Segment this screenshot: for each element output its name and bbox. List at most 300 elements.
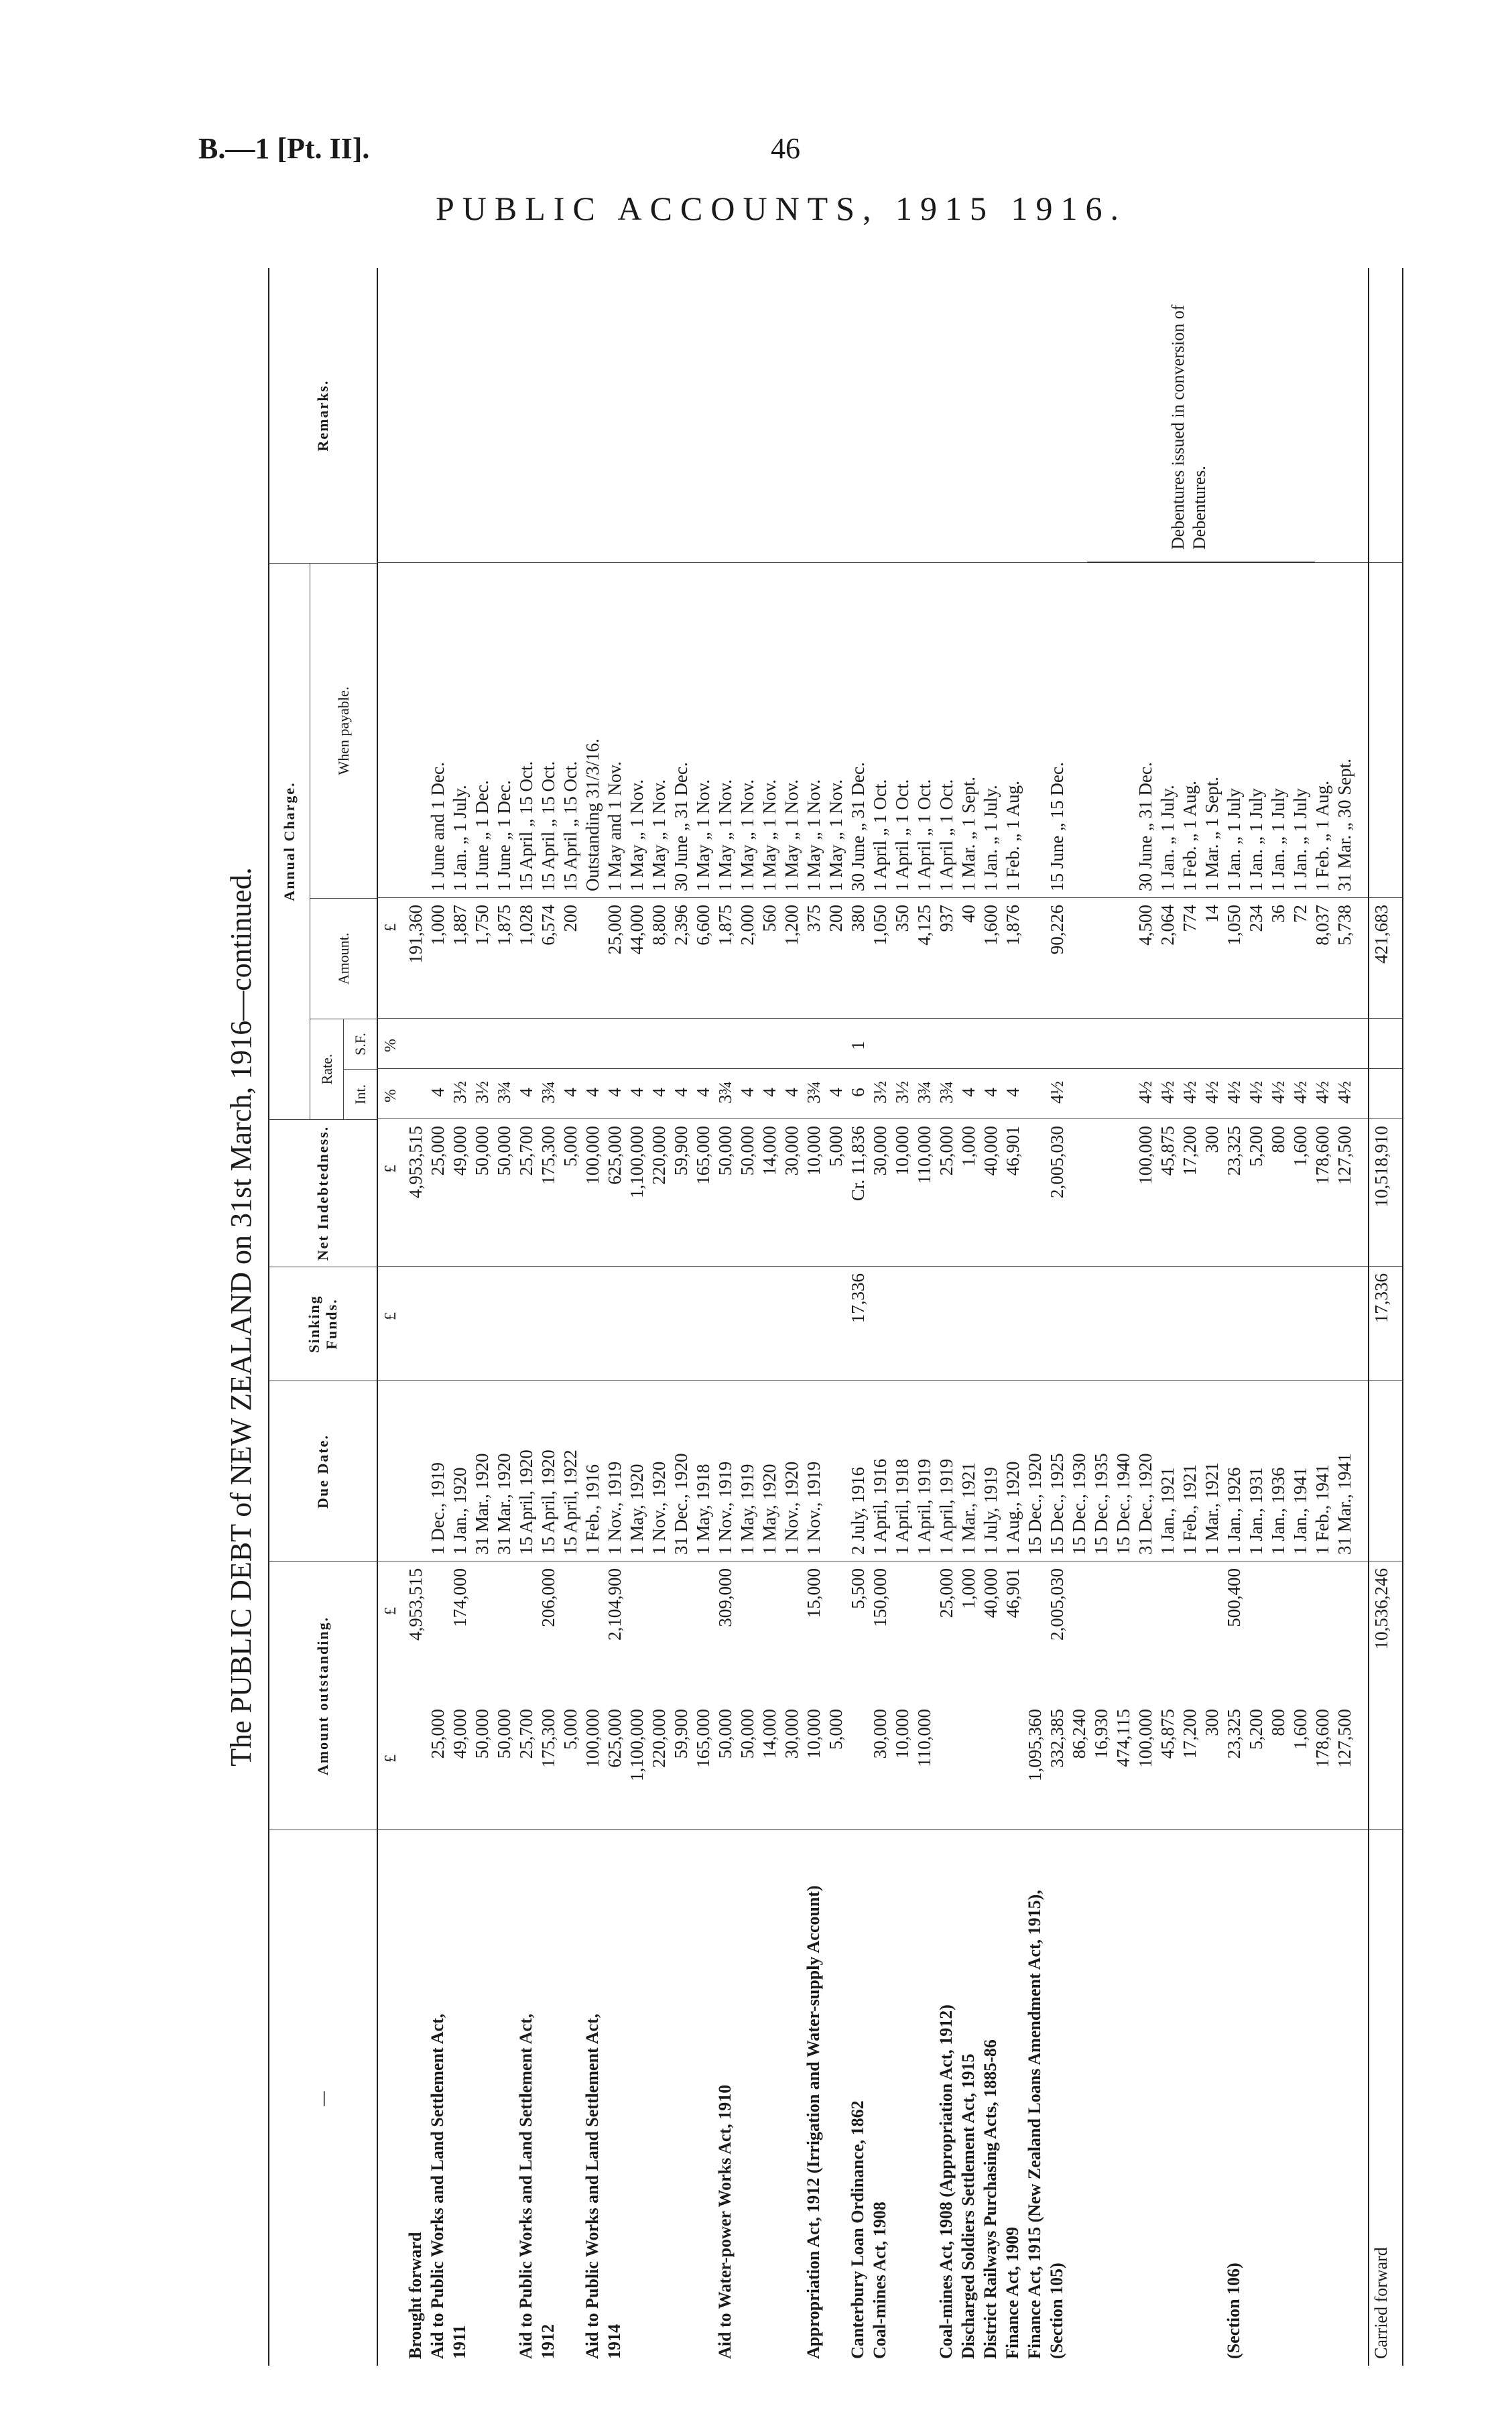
row-when-payable: 15 April „ 15 Oct.	[560, 761, 580, 891]
header-due-date: Due Date.	[269, 1381, 377, 1561]
row-annual-amount: 8,037	[1312, 905, 1332, 946]
row-net-indebtedness: 25,700	[516, 1126, 536, 1176]
unit-percent: %	[382, 1039, 399, 1052]
row-amount-total: 25,000	[936, 1568, 956, 1618]
row-amount-detail: 50,000	[472, 1709, 492, 1759]
table-row	[1089, 268, 1113, 2366]
row-due-date: 1 Feb., 1916	[582, 1464, 603, 1555]
row-due-date: 1 Nov., 1919	[804, 1461, 824, 1555]
header-net-indebtedness: Net Indebtedness.	[269, 1119, 377, 1267]
header-amount: Amount.	[310, 898, 377, 1019]
row-description: District Railways Purchasing Acts, 1885-86	[981, 2039, 1000, 2359]
row-when-payable: 31 Mar. „ 30 Sept.	[1334, 759, 1354, 891]
row-annual-amount: 2,064	[1157, 905, 1178, 946]
row-net-indebtedness: 59,900	[671, 1126, 691, 1176]
row-net-indebtedness: 110,000	[914, 1126, 934, 1184]
row-annual-amount: 375	[804, 905, 824, 932]
row-when-payable: 1 Jan. „ 1 July	[1268, 788, 1288, 891]
row-annual-amount: 8,800	[649, 905, 669, 946]
row-annual-amount: 36	[1268, 905, 1288, 923]
row-due-date: 31 Dec., 1920	[671, 1453, 691, 1555]
row-annual-amount: 937	[936, 905, 956, 932]
row-net-indebtedness: 175,300	[538, 1126, 558, 1185]
row-description: Aid to Water-power Works Act, 1910	[715, 2084, 735, 2359]
row-net-indebtedness: 165,000	[693, 1126, 713, 1185]
row-net-indebtedness: 4,953,515	[405, 1126, 426, 1198]
row-due-date: 31 Mar., 1920	[472, 1453, 492, 1555]
row-net-indebtedness: 30,000	[870, 1126, 890, 1176]
row-amount-detail: 49,000	[450, 1709, 470, 1759]
table-row	[956, 268, 981, 2366]
table-row	[735, 268, 759, 2366]
row-annual-amount: 2,396	[671, 905, 691, 946]
row-due-date: 1 May, 1919	[737, 1464, 757, 1555]
row-description: Discharged Soldiers Settlement Act, 1915	[958, 2053, 978, 2359]
row-due-date: 1 Jan., 1920	[450, 1467, 470, 1555]
row-when-payable: 1 Jan. „ 1 July.	[981, 785, 1001, 891]
row-amount-detail: 127,500	[1334, 1709, 1354, 1768]
row-interest-rate: 4½	[1224, 1081, 1244, 1104]
row-net-indebtedness: 1,000	[958, 1126, 979, 1167]
row-description: Coal-mines Act, 1908	[870, 2201, 889, 2359]
public-debt-table-rotated	[221, 268, 1401, 2366]
header-int: Int.	[343, 1069, 377, 1119]
row-interest-rate: 4½	[1180, 1081, 1200, 1104]
table-row	[1001, 268, 1025, 2366]
table-row	[1310, 268, 1334, 2366]
row-when-payable: 1 May „ 1 Nov.	[737, 779, 757, 891]
row-interest-rate: 4	[649, 1088, 669, 1097]
row-description: 1914	[605, 2324, 624, 2359]
row-amount-detail: 220,000	[649, 1709, 669, 1768]
row-when-payable: Outstanding 31/3/16.	[582, 739, 603, 891]
row-when-payable: 1 Feb. „ 1 Aug.	[1180, 781, 1200, 891]
row-due-date: 31 Dec., 1920	[1135, 1453, 1155, 1555]
row-interest-rate: 4½	[1202, 1081, 1222, 1104]
row-net-indebtedness: 5,000	[560, 1126, 580, 1167]
row-amount-detail: 10,000	[892, 1709, 912, 1759]
row-net-indebtedness: 178,600	[1312, 1126, 1332, 1185]
row-when-payable: 1 Jan. „ 1 July.	[450, 785, 470, 891]
row-amount-total: 4,953,515	[405, 1568, 426, 1641]
row-when-payable: 1 May „ 1 Nov.	[715, 779, 735, 891]
row-amount-total: 150,000	[870, 1568, 890, 1627]
table-row	[1244, 268, 1268, 2366]
row-annual-amount: 4,500	[1135, 905, 1155, 946]
table-row	[647, 268, 671, 2366]
row-net-indebtedness: 5,000	[826, 1126, 846, 1167]
row-annual-amount: 1,028	[516, 905, 536, 946]
row-annual-amount: 5,738	[1334, 905, 1354, 946]
row-due-date: 2 July, 1916	[848, 1466, 868, 1555]
row-amount-detail: 30,000	[870, 1709, 890, 1759]
header-sf: S.F.	[343, 1019, 377, 1069]
row-amount-total: 309,000	[715, 1568, 735, 1627]
row-amount-detail: 5,000	[560, 1709, 580, 1750]
row-interest-rate: 4½	[1157, 1081, 1178, 1104]
row-when-payable: 1 May „ 1 Nov.	[826, 779, 846, 891]
table-title: The PUBLIC DEBT of NEW ZEALAND on 31st March, 1916—continued.	[225, 867, 257, 1767]
row-due-date: 1 May, 1920	[627, 1464, 647, 1555]
row-amount-detail: 30,000	[781, 1709, 802, 1759]
row-interest-rate: 4	[428, 1088, 448, 1097]
row-when-payable: 1 April „ 1 Oct.	[870, 779, 890, 891]
row-amount-detail: 59,900	[671, 1709, 691, 1759]
row-annual-amount: 2,000	[737, 905, 757, 946]
table-header	[269, 268, 378, 2366]
table-row	[1155, 268, 1180, 2366]
row-interest-rate: 4	[627, 1088, 647, 1097]
row-when-payable: 1 Jan. „ 1 July	[1224, 788, 1244, 891]
row-due-date: 15 Dec., 1935	[1091, 1453, 1111, 1555]
row-interest-rate: 4½	[1290, 1081, 1310, 1104]
row-when-payable: 15 June „ 15 Dec.	[1047, 762, 1067, 891]
row-description: (Section 106)	[1224, 2262, 1243, 2359]
row-due-date: 1 April, 1919	[936, 1458, 956, 1555]
row-net-indebtedness: 100,000	[1135, 1126, 1155, 1185]
row-amount-detail: 50,000	[494, 1709, 514, 1759]
row-net-indebtedness: 5,200	[1246, 1126, 1266, 1167]
row-annual-amount: 1,876	[1003, 905, 1023, 946]
row-description: Canterbury Loan Ordinance, 1862	[848, 2100, 867, 2359]
row-annual-amount: 72	[1290, 905, 1310, 923]
row-net-indebtedness: 10,000	[804, 1126, 824, 1176]
unit-pound: £	[382, 1312, 399, 1320]
row-amount-total: 15,000	[804, 1568, 824, 1618]
row-annual-amount: 44,000	[627, 905, 647, 955]
row-amount-detail: 86,240	[1069, 1709, 1089, 1759]
row-amount-detail: 165,000	[693, 1709, 713, 1768]
row-amount-detail: 5,000	[826, 1709, 846, 1750]
row-amount-total: 2,005,030	[1047, 1568, 1067, 1641]
row-interest-rate: 6	[848, 1088, 868, 1097]
row-net-indebtedness: 1,600	[1290, 1126, 1310, 1167]
totals-annual-charge: 421,683	[1371, 905, 1391, 964]
row-annual-amount: 200	[560, 905, 580, 932]
row-amount-detail: 16,930	[1091, 1709, 1111, 1759]
row-interest-rate: 4½	[1312, 1081, 1332, 1104]
row-when-payable: 1 April „ 1 Oct.	[914, 779, 934, 891]
page-reference: B.—1 [Pt. II].	[198, 132, 370, 165]
row-annual-amount: 25,000	[605, 905, 625, 955]
row-description: Finance Act, 1915 (New Zealand Loans Amendment Act, 1915),	[1025, 1890, 1044, 2359]
row-due-date: 1 Jan., 1936	[1268, 1467, 1288, 1555]
row-amount-detail: 100,000	[582, 1709, 603, 1768]
row-sinking-fund: 17,336	[848, 1273, 868, 1324]
totals-net-indebtedness: 10,518,910	[1371, 1126, 1391, 1208]
row-amount-detail: 45,875	[1157, 1709, 1178, 1759]
row-net-indebtedness: 1,100,000	[627, 1126, 647, 1198]
row-amount-detail: 50,000	[737, 1709, 757, 1759]
row-due-date: 31 Mar., 1941	[1334, 1453, 1354, 1555]
table-row	[846, 268, 870, 2366]
row-annual-amount: 234	[1246, 905, 1266, 932]
row-interest-rate: 3½	[870, 1081, 890, 1104]
row-net-indebtedness: 17,200	[1180, 1126, 1200, 1176]
row-interest-rate: 3¾	[538, 1081, 558, 1104]
row-due-date: 1 Feb., 1941	[1312, 1464, 1332, 1555]
row-due-date: 1 Jan., 1941	[1290, 1467, 1310, 1555]
totals-row	[1368, 268, 1393, 2366]
row-due-date: 1 Jan., 1926	[1224, 1467, 1244, 1555]
row-when-payable: 1 April „ 1 Oct.	[892, 779, 912, 891]
row-interest-rate: 4½	[1135, 1081, 1155, 1104]
row-net-indebtedness: 46,901	[1003, 1126, 1023, 1176]
row-annual-amount: 1,875	[494, 905, 514, 946]
row-annual-amount: 1,200	[781, 905, 802, 946]
table-row	[1200, 268, 1224, 2366]
row-net-indebtedness: 25,000	[936, 1126, 956, 1176]
row-amount-total: 1,000	[958, 1568, 979, 1609]
row-when-payable: 1 May „ 1 Nov.	[759, 779, 779, 891]
row-amount-total: 2,104,900	[605, 1568, 625, 1641]
table-row	[514, 268, 538, 2366]
row-interest-rate: 4	[1003, 1088, 1023, 1097]
row-interest-rate: 3¾	[494, 1081, 514, 1104]
row-amount-detail: 14,000	[759, 1709, 779, 1759]
row-interest-rate: 4	[759, 1088, 779, 1097]
unit-pound: £	[382, 923, 399, 932]
table-row	[979, 268, 1003, 2366]
row-due-date: 1 Mar., 1921	[1202, 1462, 1222, 1555]
table-row	[757, 268, 781, 2366]
row-interest-rate: 3½	[450, 1081, 470, 1104]
row-when-payable: 30 June „ 31 Dec.	[1135, 762, 1155, 891]
row-annual-amount: 560	[759, 905, 779, 932]
row-amount-detail: 800	[1268, 1709, 1288, 1736]
row-annual-amount: 6,600	[693, 905, 713, 946]
row-amount-detail: 300	[1202, 1709, 1222, 1736]
table-row	[536, 268, 560, 2366]
row-description: Appropriation Act, 1912 (Irrigation and Water-supply Account)	[804, 1885, 823, 2359]
row-interest-rate: 4	[737, 1088, 757, 1097]
row-interest-rate: 4	[560, 1088, 580, 1097]
row-due-date: 1 Nov., 1920	[781, 1461, 802, 1555]
row-amount-total: 206,000	[538, 1568, 558, 1627]
unit-percent: %	[382, 1089, 399, 1102]
row-due-date: 15 Dec., 1920	[1025, 1453, 1045, 1555]
row-when-payable: 1 May „ 1 Nov.	[781, 779, 802, 891]
row-due-date: 1 Nov., 1920	[649, 1461, 669, 1555]
row-interest-rate: 4½	[1334, 1081, 1354, 1104]
row-sf-rate: 1	[848, 1041, 868, 1050]
row-interest-rate: 4	[605, 1088, 625, 1097]
row-annual-amount: 1,875	[715, 905, 735, 946]
row-amount-detail: 1,100,000	[627, 1709, 647, 1781]
row-net-indebtedness: 50,000	[494, 1126, 514, 1176]
row-amount-detail: 625,000	[605, 1709, 625, 1768]
row-amount-detail: 332,385	[1047, 1709, 1067, 1768]
row-annual-amount: 6,574	[538, 905, 558, 946]
row-due-date: 15 April, 1922	[560, 1450, 580, 1555]
row-interest-rate: 3¾	[715, 1081, 735, 1104]
row-when-payable: 1 May „ 1 Nov.	[804, 779, 824, 891]
header-annual-charge: Annual Charge.	[269, 563, 310, 1119]
row-annual-amount: 1,000	[428, 905, 448, 946]
row-due-date: 31 Mar., 1920	[494, 1453, 514, 1555]
row-annual-amount: 1,050	[870, 905, 890, 946]
header-rate: Rate.	[310, 1019, 343, 1119]
row-due-date: 1 April, 1918	[892, 1458, 912, 1555]
row-due-date: 15 Dec., 1940	[1113, 1453, 1133, 1555]
row-annual-amount: 1,600	[981, 905, 1001, 946]
table-row	[868, 268, 892, 2366]
row-annual-amount: 1,050	[1224, 905, 1244, 946]
row-annual-amount: 350	[892, 905, 912, 932]
row-description: Aid to Public Works and Land Settlement Act,	[428, 2013, 447, 2359]
row-interest-rate: 4	[516, 1088, 536, 1097]
row-net-indebtedness: 800	[1268, 1126, 1288, 1153]
table-row	[492, 268, 516, 2366]
row-amount-detail: 5,200	[1246, 1709, 1266, 1750]
row-when-payable: 1 May and 1 Nov.	[605, 761, 625, 891]
row-net-indebtedness: 45,875	[1157, 1126, 1178, 1176]
table-row	[824, 268, 848, 2366]
row-due-date: 1 April, 1919	[914, 1458, 934, 1555]
row-due-date: 1 July, 1919	[981, 1466, 1001, 1555]
table-row	[934, 268, 958, 2366]
row-interest-rate: 3½	[892, 1081, 912, 1104]
row-amount-detail: 474,115	[1113, 1709, 1133, 1767]
table-row	[470, 268, 494, 2366]
row-annual-amount: 191,360	[405, 905, 426, 964]
table-row	[625, 268, 649, 2366]
remarks-brace	[1087, 562, 1315, 563]
row-amount-detail: 10,000	[804, 1709, 824, 1759]
row-net-indebtedness: 49,000	[450, 1126, 470, 1176]
row-when-payable: 1 Feb. „ 1 Aug.	[1003, 781, 1023, 891]
running-title: PUBLIC ACCOUNTS, 1915 1916.	[436, 190, 1127, 227]
row-due-date: 1 Jan., 1921	[1157, 1467, 1178, 1555]
table-row	[1266, 268, 1290, 2366]
row-net-indebtedness: 23,325	[1224, 1126, 1244, 1176]
row-when-payable: 1 Jan. „ 1 July.	[1157, 785, 1178, 891]
table-row	[603, 268, 627, 2366]
header-description: —	[269, 1830, 377, 2366]
row-net-indebtedness: 30,000	[781, 1126, 802, 1176]
row-due-date: 1 Nov., 1919	[605, 1461, 625, 1555]
header-remarks: Remarks.	[314, 379, 331, 452]
row-annual-amount: 774	[1180, 905, 1200, 932]
table-row	[1332, 268, 1357, 2366]
row-interest-rate: 4	[671, 1088, 691, 1097]
table-row	[1067, 268, 1091, 2366]
row-net-indebtedness: 625,000	[605, 1126, 625, 1185]
row-amount-detail: 110,000	[914, 1709, 934, 1767]
table-row	[1023, 268, 1047, 2366]
row-interest-rate: 4½	[1268, 1081, 1288, 1104]
row-description: 1912	[538, 2324, 558, 2359]
row-due-date: 1 Dec., 1919	[428, 1462, 448, 1555]
row-when-payable: 1 June „ 1 Dec.	[494, 780, 514, 891]
table-row	[1222, 268, 1246, 2366]
row-description: Coal-mines Act, 1908 (Appropriation Act, 1912)	[936, 2004, 956, 2359]
row-due-date: 1 Nov., 1919	[715, 1461, 735, 1555]
row-net-indebtedness: 300	[1202, 1126, 1222, 1153]
totals-sinking-funds: 17,336	[1371, 1273, 1391, 1324]
row-net-indebtedness: 40,000	[981, 1126, 1001, 1176]
row-interest-rate: 3½	[472, 1081, 492, 1104]
table-row	[1288, 268, 1312, 2366]
row-amount-detail: 175,300	[538, 1709, 558, 1768]
row-amount-total: 174,000	[450, 1568, 470, 1627]
row-due-date: 15 Dec., 1925	[1047, 1453, 1067, 1555]
row-when-payable: 1 May „ 1 Nov.	[627, 779, 647, 891]
table-row	[713, 268, 737, 2366]
header-when-payable: When payable.	[310, 563, 377, 898]
row-when-payable: 1 Jan. „ 1 July	[1246, 788, 1266, 891]
row-annual-amount: 380	[848, 905, 868, 932]
row-when-payable: 1 Feb. „ 1 Aug.	[1312, 781, 1332, 891]
table-row	[890, 268, 914, 2366]
row-net-indebtedness: 2,005,030	[1047, 1126, 1067, 1198]
row-when-payable: 1 Jan. „ 1 July	[1290, 788, 1310, 891]
row-net-indebtedness: 100,000	[582, 1126, 603, 1185]
table-row	[669, 268, 693, 2366]
table-row	[558, 268, 582, 2366]
row-net-indebtedness: 50,000	[737, 1126, 757, 1176]
table-row	[691, 268, 715, 2366]
table-row	[448, 268, 472, 2366]
unit-pound: £	[382, 1165, 399, 1173]
row-net-indebtedness: 50,000	[715, 1126, 735, 1176]
row-due-date: 15 April, 1920	[516, 1450, 536, 1555]
row-when-payable: 15 April „ 15 Oct.	[538, 761, 558, 891]
table-row	[779, 268, 804, 2366]
row-when-payable: 1 June „ 1 Dec.	[472, 780, 492, 891]
row-annual-amount: 14	[1202, 905, 1222, 923]
row-due-date: 15 Dec., 1930	[1069, 1453, 1089, 1555]
row-interest-rate: 3¾	[914, 1081, 934, 1104]
row-when-payable: 30 June „ 31 Dec.	[848, 762, 868, 891]
row-description: 1911	[450, 2325, 469, 2359]
unit-pound: £	[382, 1754, 399, 1763]
row-net-indebtedness: 14,000	[759, 1126, 779, 1176]
table-row	[1178, 268, 1202, 2366]
row-due-date: 1 Jan., 1931	[1246, 1467, 1266, 1555]
row-description: Finance Act, 1909	[1003, 2226, 1022, 2359]
header-amount-outstanding: Amount outstanding.	[269, 1561, 377, 1830]
row-amount-total: 46,901	[1003, 1568, 1023, 1618]
table-row	[403, 268, 428, 2366]
row-interest-rate: 4½	[1246, 1081, 1266, 1104]
row-amount-detail: 1,095,360	[1025, 1709, 1045, 1781]
row-amount-detail: 1,600	[1290, 1709, 1310, 1750]
totals-label: Carried forward	[1371, 2247, 1391, 2359]
row-net-indebtedness: 220,000	[649, 1126, 669, 1185]
row-interest-rate: 4	[826, 1088, 846, 1097]
table-row	[912, 268, 936, 2366]
row-due-date: 15 April, 1920	[538, 1450, 558, 1555]
table-row	[426, 268, 450, 2366]
row-annual-amount: 1,887	[450, 905, 470, 946]
row-net-indebtedness: 25,000	[428, 1126, 448, 1176]
row-due-date: 1 May, 1920	[759, 1464, 779, 1555]
totals-amount-outstanding: 10,536,246	[1371, 1568, 1391, 1650]
row-interest-rate: 3¾	[936, 1081, 956, 1104]
row-due-date: 1 May, 1918	[693, 1464, 713, 1555]
row-amount-detail: 23,325	[1224, 1709, 1244, 1759]
public-debt-table	[268, 268, 1403, 2366]
row-annual-amount: 4,125	[914, 905, 934, 946]
row-amount-detail: 178,600	[1312, 1709, 1332, 1768]
row-description: (Section 105)	[1047, 2262, 1066, 2359]
row-due-date: 1 Mar., 1921	[958, 1462, 979, 1555]
remarks-note: Debentures issued in conversion of Debentures.	[1168, 304, 1209, 550]
row-interest-rate: 4	[582, 1088, 603, 1097]
row-amount-total: 40,000	[981, 1568, 1001, 1618]
row-interest-rate: 4½	[1047, 1081, 1067, 1104]
